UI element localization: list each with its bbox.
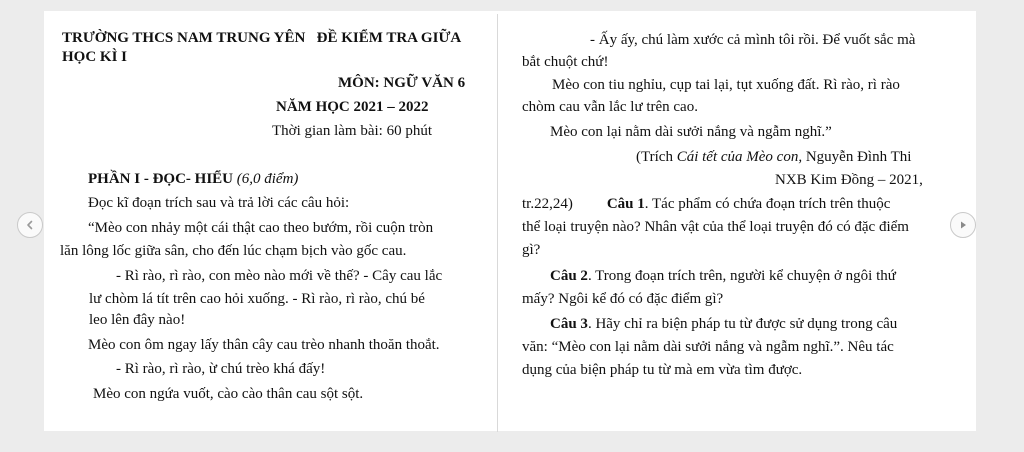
instruction: Đọc kĩ đoạn trích sau và trả lời các câu hỏi:	[88, 195, 350, 211]
passage-line: - Ấy ấy, chú làm xước cả mình tôi rồi. Để vuốt sắc mà	[590, 32, 916, 48]
passage-line: Mèo con lại nằm dài sưởi nắng và ngẫm nghĩ.”	[550, 124, 832, 140]
question-line: gì?	[522, 242, 541, 258]
citation-work: Cái tết của Mèo con,	[676, 149, 803, 165]
passage-line: Mèo con ngứa vuốt, cào cào thân cau sột sột.	[93, 386, 364, 402]
column-divider	[497, 14, 498, 432]
passage-line: lăn lông lốc giữa sân, cho đến lúc chạm bịch vào gốc cau.	[60, 243, 407, 259]
passage-line: Mèo con ôm ngay lấy thân cây cau trèo nhanh thoăn thoắt.	[88, 337, 440, 353]
question-3-label: Câu 3	[550, 316, 588, 332]
question-line: mấy? Ngôi kể đó có đặc điểm gì?	[522, 291, 724, 307]
subject: MÔN: NGỮ VĂN 6	[338, 75, 466, 91]
passage-line: Mèo con tiu nghỉu, cụp tai lại, tụt xuống đất. Rì rào, rì rào	[552, 77, 900, 93]
school-year: NĂM HỌC 2021 – 2022	[276, 99, 429, 115]
passage-line: bắt chuột chứ!	[522, 54, 609, 70]
question-2-text: . Trong đoạn trích trên, người kể chuyện ở ngôi thứ	[587, 268, 896, 284]
citation-author: Nguyễn Đình Thi	[802, 149, 912, 165]
school-name: TRƯỜNG THCS NAM TRUNG YÊN	[62, 30, 306, 46]
play-right-icon	[958, 220, 968, 230]
question-line: dụng của biện pháp tu từ mà em vừa tìm được.	[522, 362, 803, 378]
question-2-line-1	[550, 265, 896, 288]
question-line: văn: “Mèo con lại nằm dài sưởi nắng và ngẫm nghĩ.”. Nêu tác	[522, 339, 894, 355]
part1-points: (6,0 điểm)	[236, 171, 299, 187]
question-1-label: Câu 1	[606, 196, 645, 212]
question-3-line-1	[550, 313, 897, 336]
question-line: thể loại truyện nào? Nhân vật của thể loại truyện đó có đặc điểm	[522, 219, 909, 235]
question-1-line-1	[522, 193, 890, 216]
citation-line-1	[636, 146, 911, 169]
exam-title-a: ĐỀ KIỂM TRA GIỮA	[316, 30, 462, 46]
passage-line: - Rì rào, rì rào, con mèo nào mới về thế? - Cây cau lắc	[116, 268, 443, 284]
chevron-left-icon	[25, 220, 35, 230]
prev-page-button[interactable]	[17, 212, 43, 238]
part1-heading	[88, 168, 298, 191]
question-3-text: . Hãy chỉ ra biện pháp tu từ được sử dụng trong câu	[587, 316, 898, 332]
question-1-text: . Tác phẩm có chứa đoạn trích trên thuộc	[644, 196, 891, 212]
next-page-button[interactable]	[950, 212, 976, 238]
passage-line: - Rì rào, rì rào, ừ chú trèo khá đấy!	[116, 361, 326, 377]
question-2-label: Câu 2	[550, 268, 588, 284]
passage-line: lư chòm lá tít trên cao hỏi xuống. - Rì rào, rì rào, chú bé	[89, 291, 425, 307]
citation-publisher: NXB Kim Đồng – 2021,	[775, 172, 923, 188]
passage-line: chòm cau vẫn lắc lư trên cao.	[522, 99, 698, 115]
part1-title: PHẦN I - ĐỌC- HIỂU	[88, 171, 233, 187]
citation-prefix: (Trích	[636, 149, 677, 165]
duration: Thời gian làm bài: 60 phút	[272, 123, 432, 139]
exam-title-b: HỌC KÌ I	[62, 49, 128, 65]
passage-line: “Mèo con nhảy một cái thật cao theo bướm, rồi cuộn tròn	[88, 220, 434, 236]
citation-pages: tr.22,24)	[522, 196, 573, 212]
passage-line: leo lên đây nào!	[89, 312, 186, 328]
